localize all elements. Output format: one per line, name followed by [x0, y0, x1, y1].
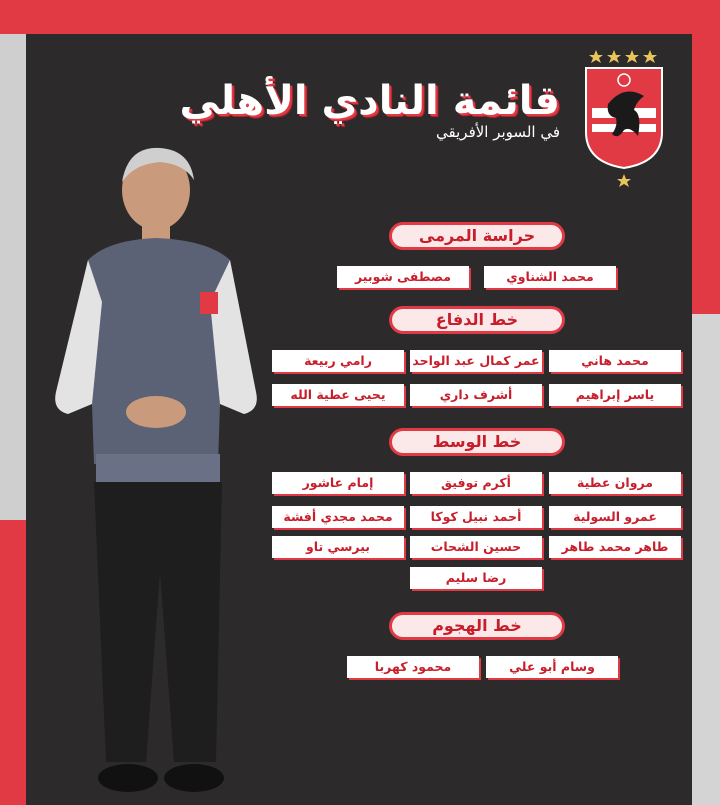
player-mid-10: رضا سليم	[410, 567, 542, 589]
player-mid-4: عمرو السولية	[549, 506, 681, 528]
section-attack: خط الهجوم	[389, 612, 565, 640]
player-mid-2: أكرم توفيق	[410, 472, 542, 494]
player-def-6: يحيى عطية الله	[272, 384, 404, 406]
left-grey-band	[0, 34, 26, 520]
player-mid-3: إمام عاشور	[272, 472, 404, 494]
player-def-2: عمر كمال عبد الواحد	[410, 350, 542, 372]
section-goalkeepers: حراسة المرمى	[389, 222, 565, 250]
player-att-2: محمود كهربا	[347, 656, 479, 678]
player-mid-6: محمد مجدي أفشة	[272, 506, 404, 528]
coach-figure	[48, 142, 270, 805]
player-mid-1: مروان عطية	[549, 472, 681, 494]
player-def-4: ياسر إبراهيم	[549, 384, 681, 406]
player-def-1: محمد هاني	[549, 350, 681, 372]
player-mid-7: طاهر محمد طاهر	[549, 536, 681, 558]
right-red-band	[692, 34, 720, 314]
player-def-3: رامي ربيعة	[272, 350, 404, 372]
poster-title: قائمة النادي الأهلي	[179, 78, 560, 124]
player-gk-2: مصطفى شوبير	[337, 266, 469, 288]
player-mid-5: أحمد نبيل كوكا	[410, 506, 542, 528]
section-defense: خط الدفاع	[389, 306, 565, 334]
left-red-band	[0, 520, 26, 805]
player-def-5: أشرف داري	[410, 384, 542, 406]
player-mid-9: بيرسي تاو	[272, 536, 404, 558]
player-att-1: وسام أبو علي	[486, 656, 618, 678]
poster-subtitle: في السوبر الأفريقي	[436, 123, 560, 141]
right-grey-band	[692, 314, 720, 805]
club-logo-icon	[578, 44, 670, 190]
player-gk-1: محمد الشناوي	[484, 266, 616, 288]
player-mid-8: حسين الشحات	[410, 536, 542, 558]
section-midfield: خط الوسط	[389, 428, 565, 456]
top-red-band	[0, 0, 720, 34]
